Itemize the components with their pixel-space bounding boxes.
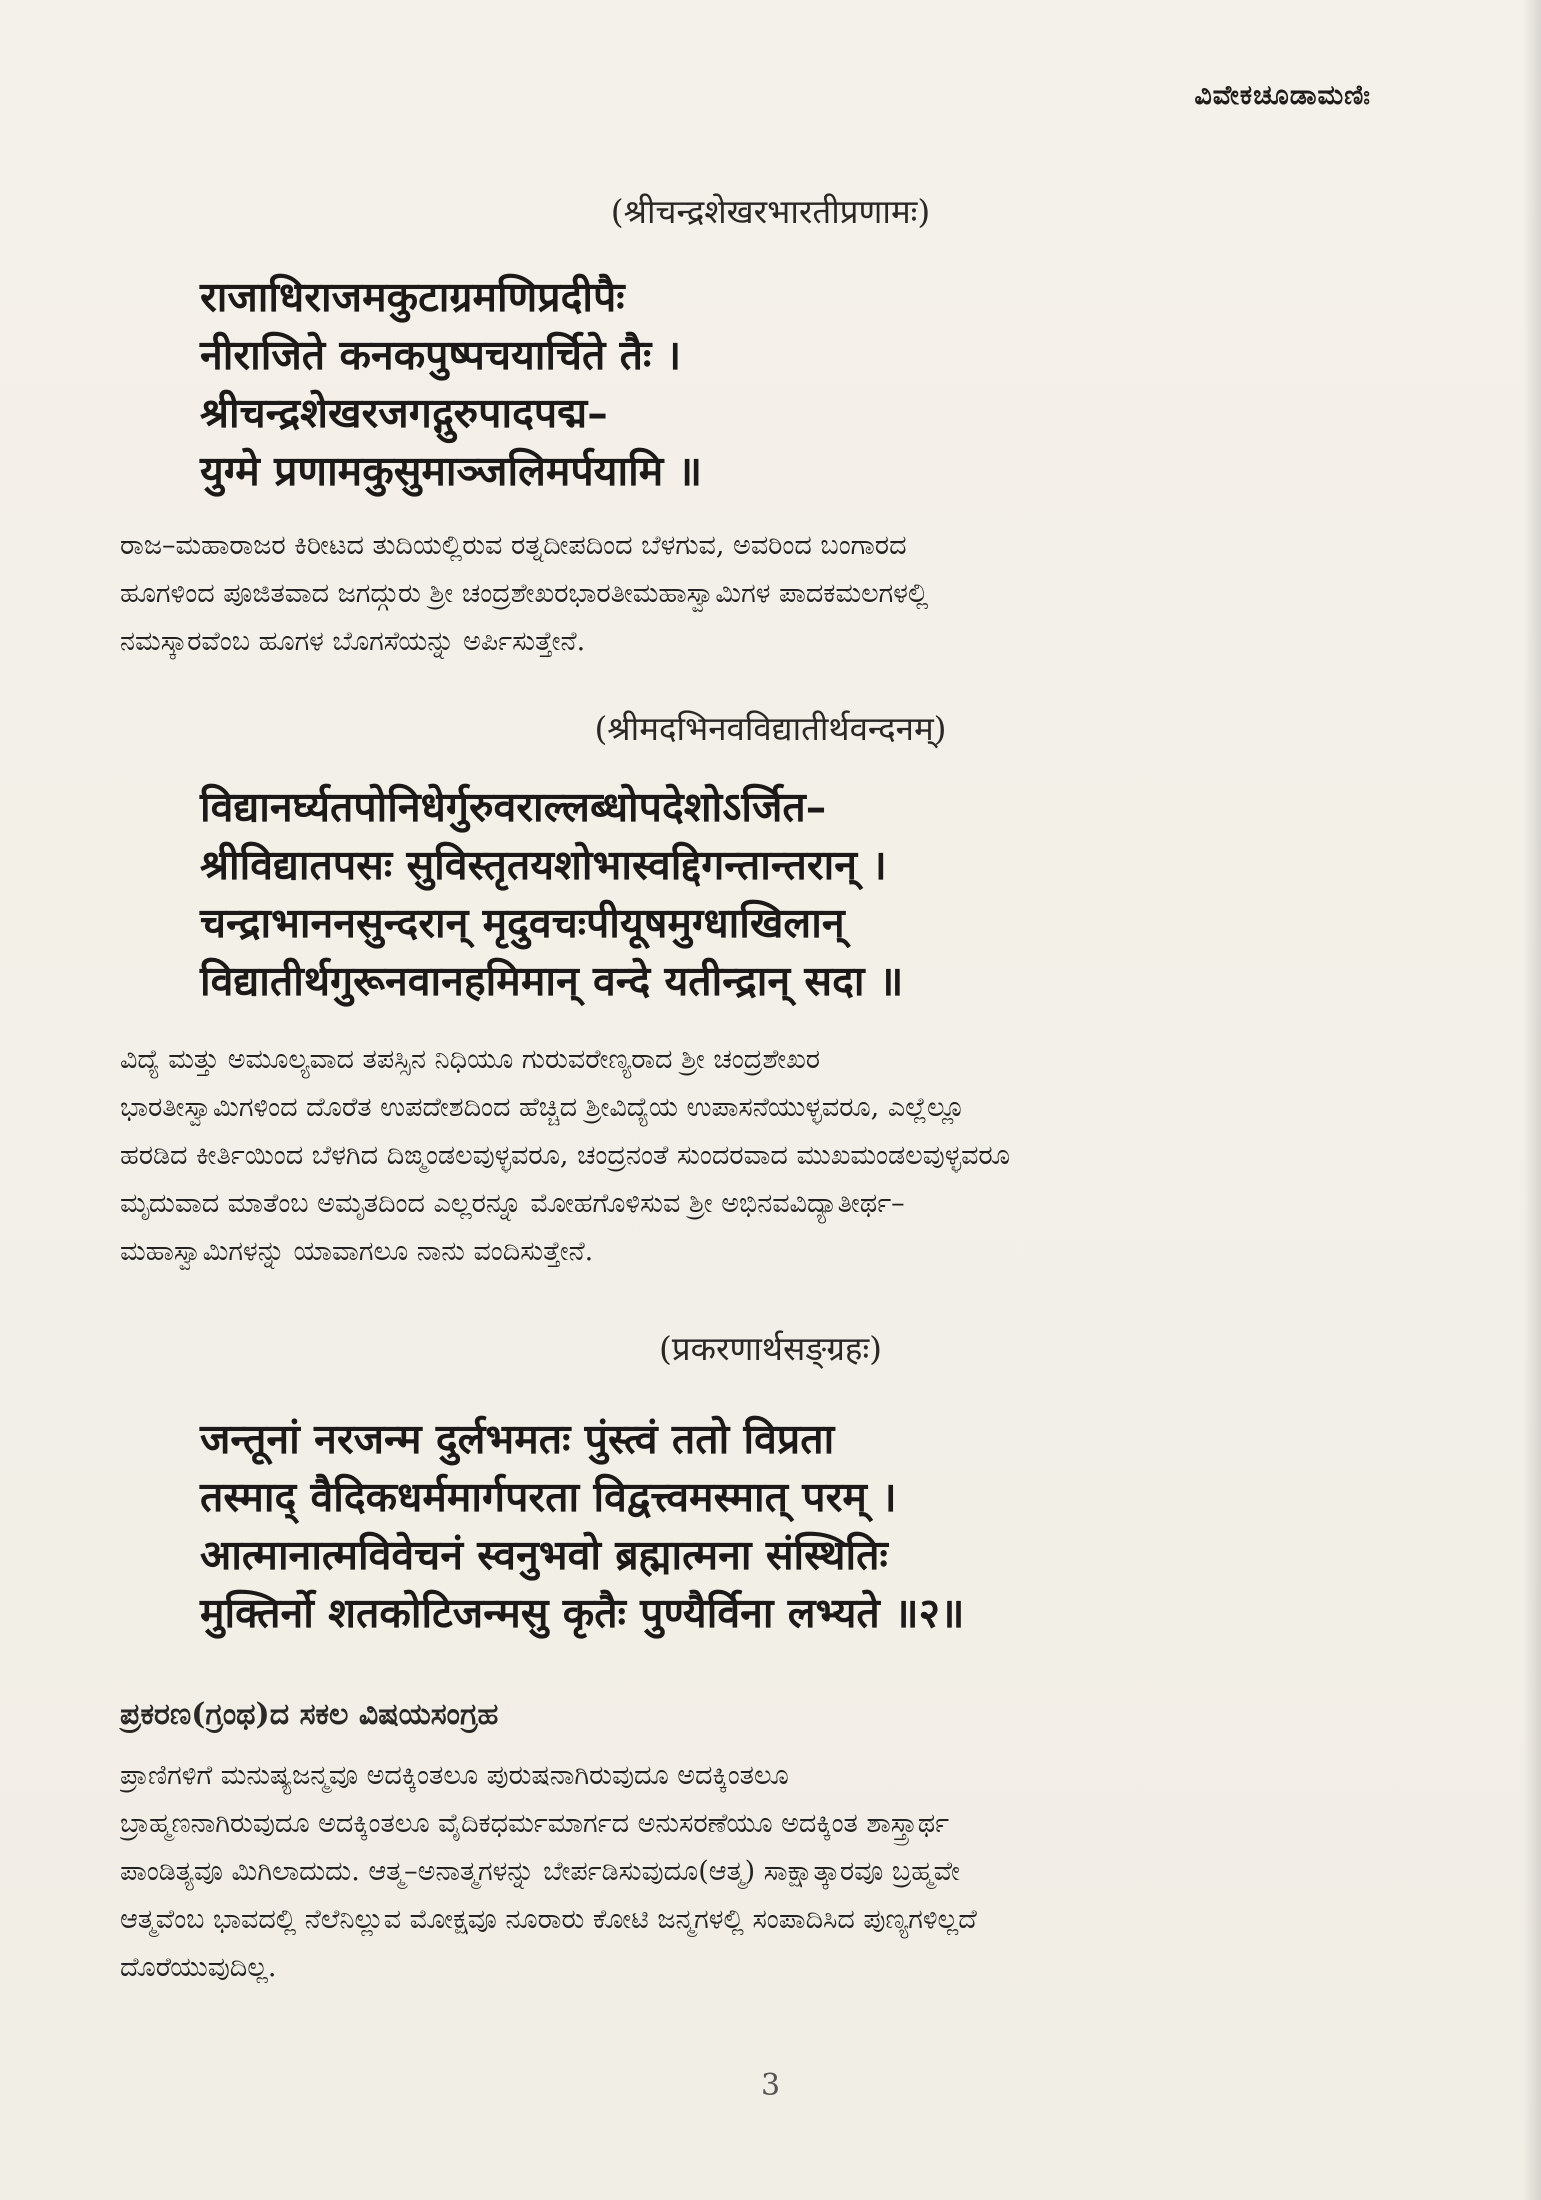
verse-line: जन्तूनां नरजन्म दुर्लभमतः पुंस्त्वं ततो विप्रता — [200, 1415, 835, 1463]
prose-line: ಪ್ರಾಣಿಗಳಿಗೆ ಮನುಷ್ಯಜನ್ಮವೂ ಅದಕ್ಕಿಂತಲೂ ಪುರುಷನಾಗಿರುವುದೂ ಅದಕ್ಕಿಂತಲೂ — [120, 1760, 789, 1791]
prose-sangraha — [120, 1752, 1360, 1992]
verse-vandanam — [200, 778, 1380, 1010]
verse-line: चन्द्राभाननसुन्दरान् मृदुवचःपीयूषमुग्धाखिलान् — [200, 899, 845, 947]
verse-line: मुक्तिर्नो शतकोटिजन्मसु कृतैः पुण्यैर्विना लभ्यते ॥२॥ — [200, 1589, 965, 1637]
prose-line: ಹೂಗಳಿಂದ ಪೂಜಿತವಾದ ಜಗದ್ಗುರು ಶ್ರೀ ಚಂದ್ರಶೇಖರಭಾರತೀಮಹಾಸ್ವಾಮಿಗಳ ಪಾದಕಮಲಗಳಲ್ಲಿ — [120, 578, 929, 609]
page-number: 3 — [760, 2068, 781, 2103]
prose-pranama — [120, 522, 1360, 666]
verse-sangraha — [200, 1410, 1380, 1642]
verse-line: विद्यानर्घ्यतपोनिधेर्गुरुवराल्लब्धोपदेशोऽर्जित– — [200, 783, 827, 831]
running-head: ವಿವೇಕಚೂಡಾಮಣಿಃ — [1194, 80, 1371, 111]
page-edge-shadow — [1523, 0, 1541, 2200]
verse-pranama — [200, 268, 1380, 500]
prose-line: ವಿದ್ಯೆ ಮತ್ತು ಅಮೂಲ್ಯವಾದ ತಪಸ್ಸಿನ ನಿಧಿಯೂ ಗುರುವರೇಣ್ಯರಾದ ಶ್ರೀ ಚಂದ್ರಶೇಖರ — [120, 1044, 821, 1075]
prose-line: ಹರಡಿದ ಕೀರ್ತಿಯಿಂದ ಬೆಳಗಿದ ದಿಙ್ಮಂಡಲವುಳ್ಳವರೂ, ಚಂದ್ರನಂತೆ ಸುಂದರವಾದ ಮುಖಮಂಡಲವುಳ್ಳವರೂ — [120, 1140, 1010, 1171]
prose-line: ಭಾರತೀಸ್ವಾಮಿಗಳಿಂದ ದೊರೆತ ಉಪದೇಶದಿಂದ ಹೆಚ್ಚಿದ ಶ್ರೀವಿದ್ಯೆಯ ಉಪಾಸನೆಯುಳ್ಳವರೂ, ಎಲ್ಲೆಲ್ಲೂ — [120, 1092, 965, 1123]
verse-line: राजाधिराजमकुटाग्रमणिप्रदीपैः — [200, 273, 625, 321]
verse-line: तस्माद् वैदिकधर्ममार्गपरता विद्वत्त्वमस्मात् परम् । — [200, 1473, 897, 1521]
verse-line: विद्यातीर्थगुरूनवानहमिमान् वन्दे यतीन्द्रान् सदा ॥ — [200, 957, 904, 1005]
prose-line: ಬ್ರಾಹ್ಮಣನಾಗಿರುವುದೂ ಅದಕ್ಕಿಂತಲೂ ವೈದಿಕಧರ್ಮಮಾರ್ಗದ ಅನುಸರಣೆಯೂ ಅದಕ್ಕಿಂತ ಶಾಸ್ತ್ರಾರ್ಥ — [120, 1808, 950, 1839]
prose-line: ಮೃದುವಾದ ಮಾತೆಂಬ ಅಮೃತದಿಂದ ಎಲ್ಲರನ್ನೂ ಮೋಹಗೊಳಿಸುವ ಶ್ರೀ ಅಭಿನವವಿದ್ಯಾತೀರ್ಥ– — [120, 1188, 905, 1219]
prose-line: ನಮಸ್ಕಾರವೆಂಬ ಹೂಗಳ ಬೊಗಸೆಯನ್ನು ಅರ್ಪಿಸುತ್ತೇನೆ. — [120, 626, 586, 657]
section-title-vandanam: (श्रीमदभिनवविद्यातीर्थवन्दनम्) — [594, 709, 947, 748]
verse-line: नीराजिते कनकपुष्पचयार्चिते तैः । — [200, 331, 682, 379]
prose-line: ಪಾಂಡಿತ್ಯವೂ ಮಿಗಿಲಾದುದು. ಆತ್ಮ–ಅನಾತ್ಮಗಳನ್ನು ಬೇರ್ಪಡಿಸುವುದೂ(ಆತ್ಮ) ಸಾಕ್ಷಾತ್ಕಾರವೂ ಬ್ರಹ್ಮವೇ — [120, 1856, 960, 1887]
prose-line: ರಾಜ–ಮಹಾರಾಜರ ಕಿರೀಟದ ತುದಿಯಲ್ಲಿರುವ ರತ್ನದೀಪದಿಂದ ಬೆಳಗುವ, ಅವರಿಂದ ಬಂಗಾರದ — [120, 530, 907, 561]
prose-line: ದೊರೆಯುವುದಿಲ್ಲ. — [120, 1952, 277, 1983]
verse-line: युग्मे प्रणामकुसुमाञ्जलिमर्पयामि ॥ — [200, 447, 703, 495]
prose-line: ಆತ್ಮವೆಂಬ ಭಾವದಲ್ಲಿ ನೆಲೆನಿಲ್ಲುವ ಮೋಕ್ಷವೂ ನೂರಾರು ಕೋಟಿ ಜನ್ಮಗಳಲ್ಲಿ ಸಂಪಾದಿಸಿದ ಪುಣ್ಯಗಳಿಲ್ಲದೆ — [120, 1904, 977, 1935]
verse-line: श्रीविद्यातपसः सुविस्तृतयशोभास्वद्दिगन्तान्तरान् । — [200, 841, 887, 889]
section-subheading: ಪ್ರಕರಣ(ಗ್ರಂಥ)ದ ಸಕಲ ವಿಷಯಸಂಗ್ರಹ — [120, 1697, 499, 1732]
section-title-sangraha: (प्रकरणार्थसङ्ग्रहः) — [659, 1329, 882, 1368]
prose-vandanam — [120, 1036, 1360, 1276]
section-title-pranama: (श्रीचन्द्रशेखरभारतीप्रणामः) — [610, 192, 931, 231]
prose-line: ಮಹಾಸ್ವಾಮಿಗಳನ್ನು ಯಾವಾಗಲೂ ನಾನು ವಂದಿಸುತ್ತೇನೆ. — [120, 1236, 594, 1267]
verse-line: श्रीचन्द्रशेखरजगद्गुरुपादपद्म– — [200, 389, 608, 437]
verse-line: आत्मानात्मविवेचनं स्वनुभवो ब्रह्मात्मना संस्थितिः — [200, 1531, 888, 1579]
